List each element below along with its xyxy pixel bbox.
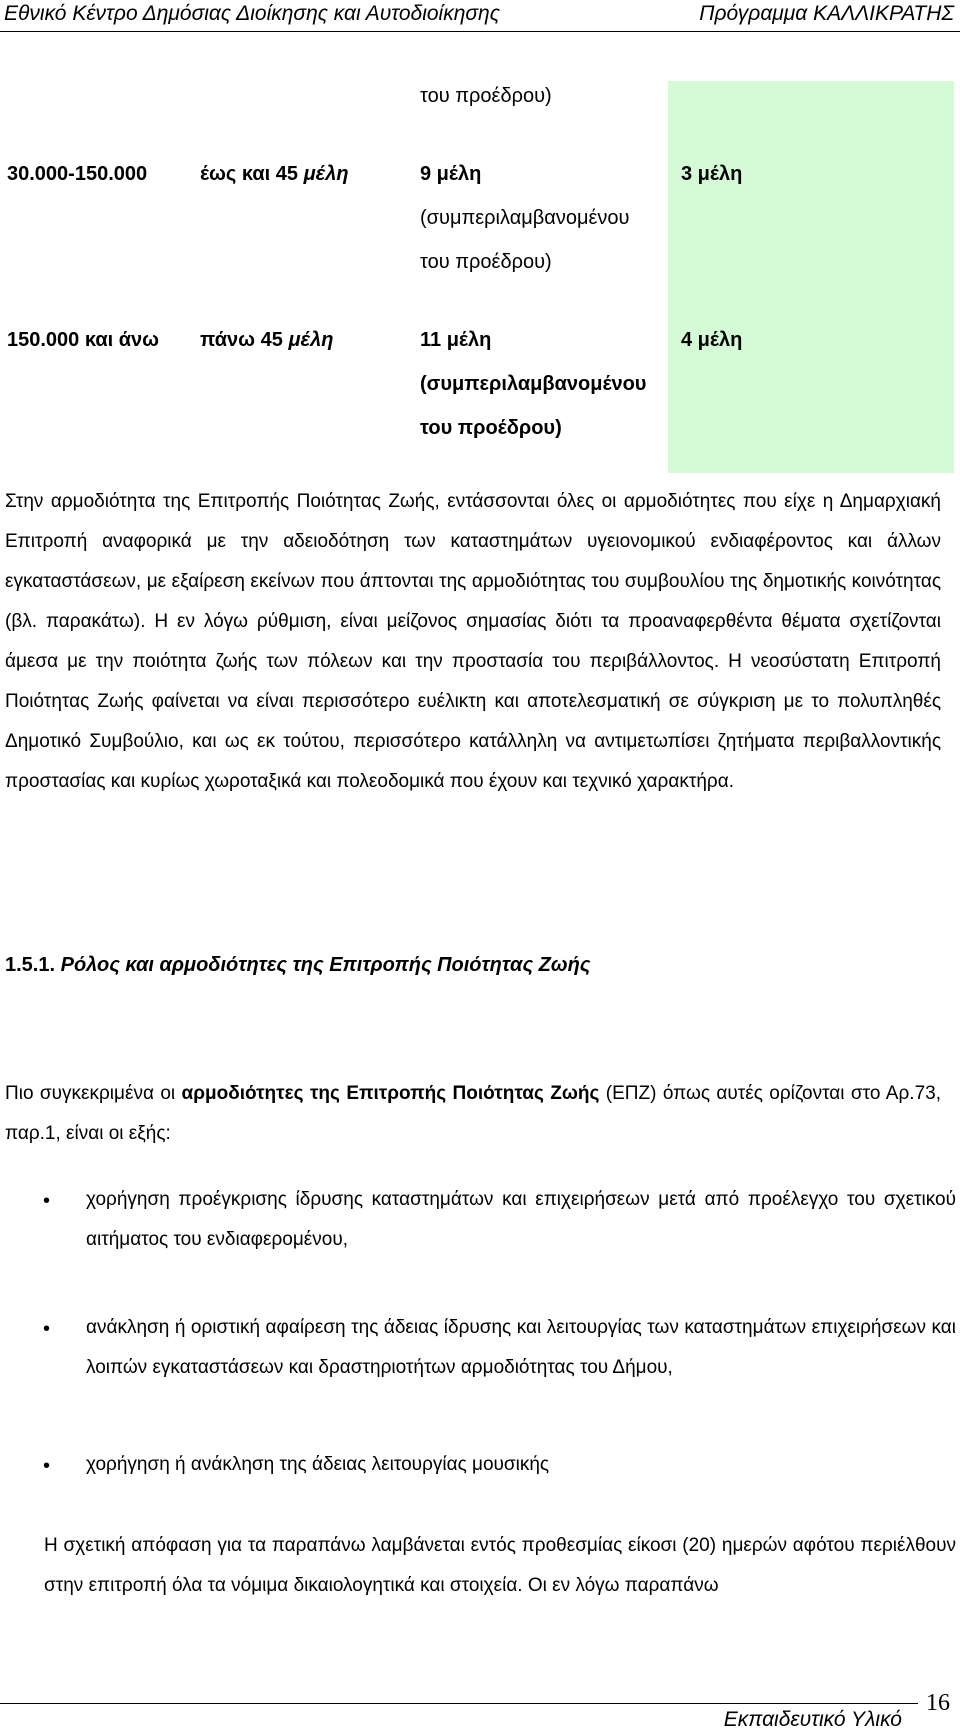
footer-rule <box>0 1703 918 1704</box>
table-row2-committee: 4 μέλη <box>681 329 743 351</box>
section-heading: 1.5.1. Ρόλος και αρμοδιότητες της Επιτροπής Ποιότητας Ζωής <box>5 954 591 976</box>
footer-label: Εκπαιδευτικό Υλικό <box>723 1708 902 1731</box>
header-institution: Εθνικό Κέντρο Δημόσιας Διοίκησης και Αυτοδιοίκησης <box>4 2 500 25</box>
table-row1-population: 30.000-150.000 <box>7 163 148 185</box>
highlighted-table-column <box>668 81 954 473</box>
bullet-marker: • <box>43 1318 51 1340</box>
paragraph-quality-of-life-committee: Στην αρμοδιότητα της Επιτροπής Ποιότητας Ζωής, εντάσσονται όλες οι αρμοδιότητες που είχε η Δημαρχιακή Επιτροπή αναφορικά με την αδειοδότηση των καταστημάτων υγειονομικού ενδιαφέροντος και άλλων εγκαταστάσεων, με εξαίρεση εκείνων που άπτονται της αρμοδιότητας του συμβουλίου της δημοτικής κοινότητας (βλ. παρακάτω). Η εν λόγω ρύθμιση, είναι μείζονος σημασίας διότι τα προαναφερθέντα θέματα σχετίζονται άμεσα με την ποιότητα ζωής των πόλεων και την προστασία του περιβάλλοντος. Η νεοσύστατη Επιτροπή Ποιότητας Ζωής φαίνεται να είναι περισσότερο ευέλικτη και αποτελεσματική σε σύγκριση με το πολυπληθές Δημοτικό Συμβούλιο, και ως εκ τούτου, περισσότερο κατάλληλη να αντιμετωπίσει ζητήματα περιβαλλοντικής προστασίας και κυρίως χωροταξικά και πολεοδομικά που έχουν και τεχνικό χαρακτήρα. <box>5 491 941 792</box>
table-row1-council-line2: (συμπεριλαμβανομένου <box>420 207 630 229</box>
table-row2-council-line3: του προέδρου) <box>420 417 562 439</box>
table-row0-council: του προέδρου) <box>420 85 552 107</box>
table-row2-council-line1: 11 μέλη <box>420 329 492 351</box>
table-row2-council-line2: (συμπεριλαμβανομένου <box>420 373 647 395</box>
table-row2-population: 150.000 και άνω <box>7 329 160 351</box>
header-program: Πρόγραμμα ΚΑΛΛΙΚΡΑΤΗΣ <box>699 2 954 25</box>
header-rule <box>0 31 960 32</box>
page-number: 16 <box>926 1690 950 1716</box>
table-row1-committee: 3 μέλη <box>681 163 743 185</box>
table-row2-members: πάνω 45 μέλη <box>200 329 334 351</box>
table-row1-council-line3: του προέδρου) <box>420 251 552 273</box>
table-row1-council-line1: 9 μέλη <box>420 163 482 185</box>
paragraph-decision-deadline: Η σχετική απόφαση για τα παραπάνω λαμβάνεται εντός προθεσμίας είκοσι (20) ημερών αφότου περιέλθουν στην επιτροπή όλα τα νόμιμα δικαιολογητικά και στοιχεία. Οι εν λόγω παραπάνω <box>44 1535 956 1596</box>
paragraph-responsibilities-intro: Πιο συγκεκριμένα οι αρμοδιότητες της Επιτροπής Ποιότητας Ζωής (ΕΠΖ) όπως αυτές ορίζονται στο Αρ.73, παρ.1, είναι οι εξής: <box>5 1083 941 1144</box>
page-header <box>0 0 960 30</box>
list-item: χορήγηση ή ανάκληση της άδειας λειτουργίας μουσικής <box>86 1454 550 1475</box>
bullet-marker: • <box>43 1455 51 1477</box>
table-row1-members: έως και 45 μέλη <box>200 163 349 185</box>
list-item: ανάκληση ή οριστική αφαίρεση της άδειας ίδρυσης και λειτουργίας των καταστημάτων επιχειρήσεων και λοιπών εγκαταστάσεων και δραστηριοτήτων αρμοδιότητας του Δήμου, <box>86 1317 956 1378</box>
bullet-marker: • <box>43 1190 51 1212</box>
list-item: χορήγηση προέγκρισης ίδρυσης καταστημάτων και επιχειρήσεων μετά από προέλεγχο του σχετικού αιτήματος του ενδιαφερομένου, <box>86 1189 956 1250</box>
